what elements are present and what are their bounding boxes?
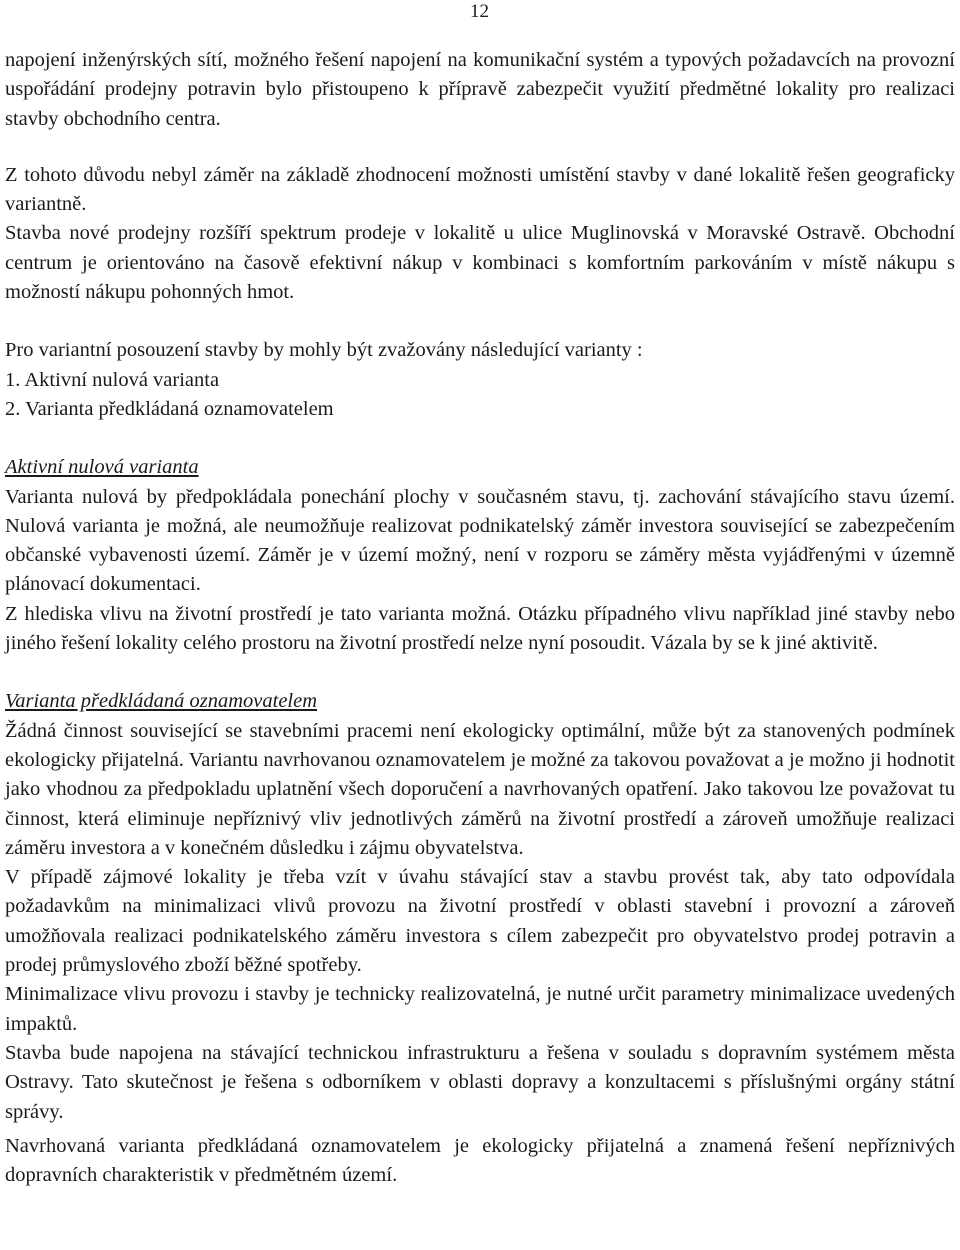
paragraph-conclusion: Navrhovaná varianta předkládaná oznamovatelem je ekologicky přijatelná a znamená řešení nepříznivých dopravních charakteristik v předmětném území.: [5, 1134, 955, 1187]
paragraph-proposed-variant: Žádná činnost související se stavebními pracemi není ekologicky optimální, může být za stanovených podmínek ekologicky přijatelná. Variantu navrhovanou oznamovatelem je možné za takovou považovat a je možno ji hodnotit jako vhodnou za předpokladu uplatnění všech doporučení a navrhovaných opatření. Jako takovou lze považovat tu činnost, která eliminuje nepříznivý vliv jednotlivých záměrů na životní prostředí a zároveň umožňuje realizaci záměru investora a v konečném důsledku i zájmu obyvatelstva.: [5, 719, 955, 859]
document-body: [5, 46, 955, 1190]
paragraph-context: napojení inženýrských sítí, možného řešení napojení na komunikační systém a typových požadavcích na provozní uspořádání prodejny potravin bylo přistoupeno k přípravě zabezpečit využití předmětné lokality pro realizaci stavby obchodního centra.: [5, 49, 955, 130]
heading-null-variant: Aktivní nulová varianta: [5, 456, 199, 479]
list-item-variant-2: 2. Varianta předkládaná oznamovatelem: [5, 397, 334, 420]
paragraph-variants-intro: Pro variantní posouzení stavby by mohly být zvažovány následující varianty :: [5, 339, 643, 362]
heading-proposed-variant: Varianta předkládaná oznamovatelem: [5, 690, 318, 713]
page-number: 12: [470, 1, 489, 22]
spacer: [5, 307, 955, 336]
paragraph-minimization: Minimalizace vlivu provozu i stavby je technicky realizovatelná, je nutné určit parametry minimalizace uvedených impaktů.: [5, 983, 955, 1035]
paragraph-infrastructure: Stavba bude napojena na stávající technickou infrastrukturu a řešena v souladu s dopravním systémem města Ostravy. Tato skutečnost je řešena s odborníkem v oblasti dopravy a konzultacemi s příslušnými orgány státní správy.: [5, 1041, 955, 1123]
paragraph-reason: Z tohoto důvodu nebyl záměr na základě zhodnocení možnosti umístění stavby v dané lokalitě řešen geograficky variantně.: [5, 163, 955, 216]
spacer: [5, 424, 955, 453]
spacer: [5, 134, 955, 161]
spacer: [5, 658, 955, 687]
paragraph-null-variant: Varianta nulová by předpokládala ponechání plochy v současném stavu, tj. zachování stávajícího stavu území. Nulová varianta je možná, ale neumožňuje realizovat podnikatelský záměr investora související se zabezpečením občanské vybavenosti území. Záměr je v území možný, není v rozporu se záměry města vyjádřenými v územně plánovací dokumentaci.: [5, 485, 955, 596]
paragraph-store-scope: Stavba nové prodejny rozšíří spektrum prodeje v lokalitě u ulice Muglinovská v Moravské Ostravě. Obchodní centrum je orientováno na časově efektivní nákup v kombinaci s komfortním parkováním v místě nákupu s možností nákupu pohonných hmot.: [5, 222, 955, 304]
paragraph-environment-impact: Z hlediska vlivu na životní prostředí je tato varianta možná. Otázku případného vlivu například jiné stavby nebo jiného řešení lokality celého prostoru na životní prostředí nelze nyní posoudit. Vázala by se k jiné aktivitě.: [5, 602, 955, 655]
paragraph-locality: V případě zájmové lokality je třeba vzít v úvahu stávající stav a stavbu provést tak, aby tato odpovídala požadavkům na minimalizaci vlivů provozu na životní prostředí v oblasti stavební i provozní a zároveň umožňovala realizaci podnikatelského záměru investora s cílem zabezpečit pro obyvatelstvo prodej potravin a prodej průmyslového zboží běžné spotřeby.: [5, 866, 955, 977]
list-item-variant-1: 1. Aktivní nulová varianta: [5, 368, 220, 391]
